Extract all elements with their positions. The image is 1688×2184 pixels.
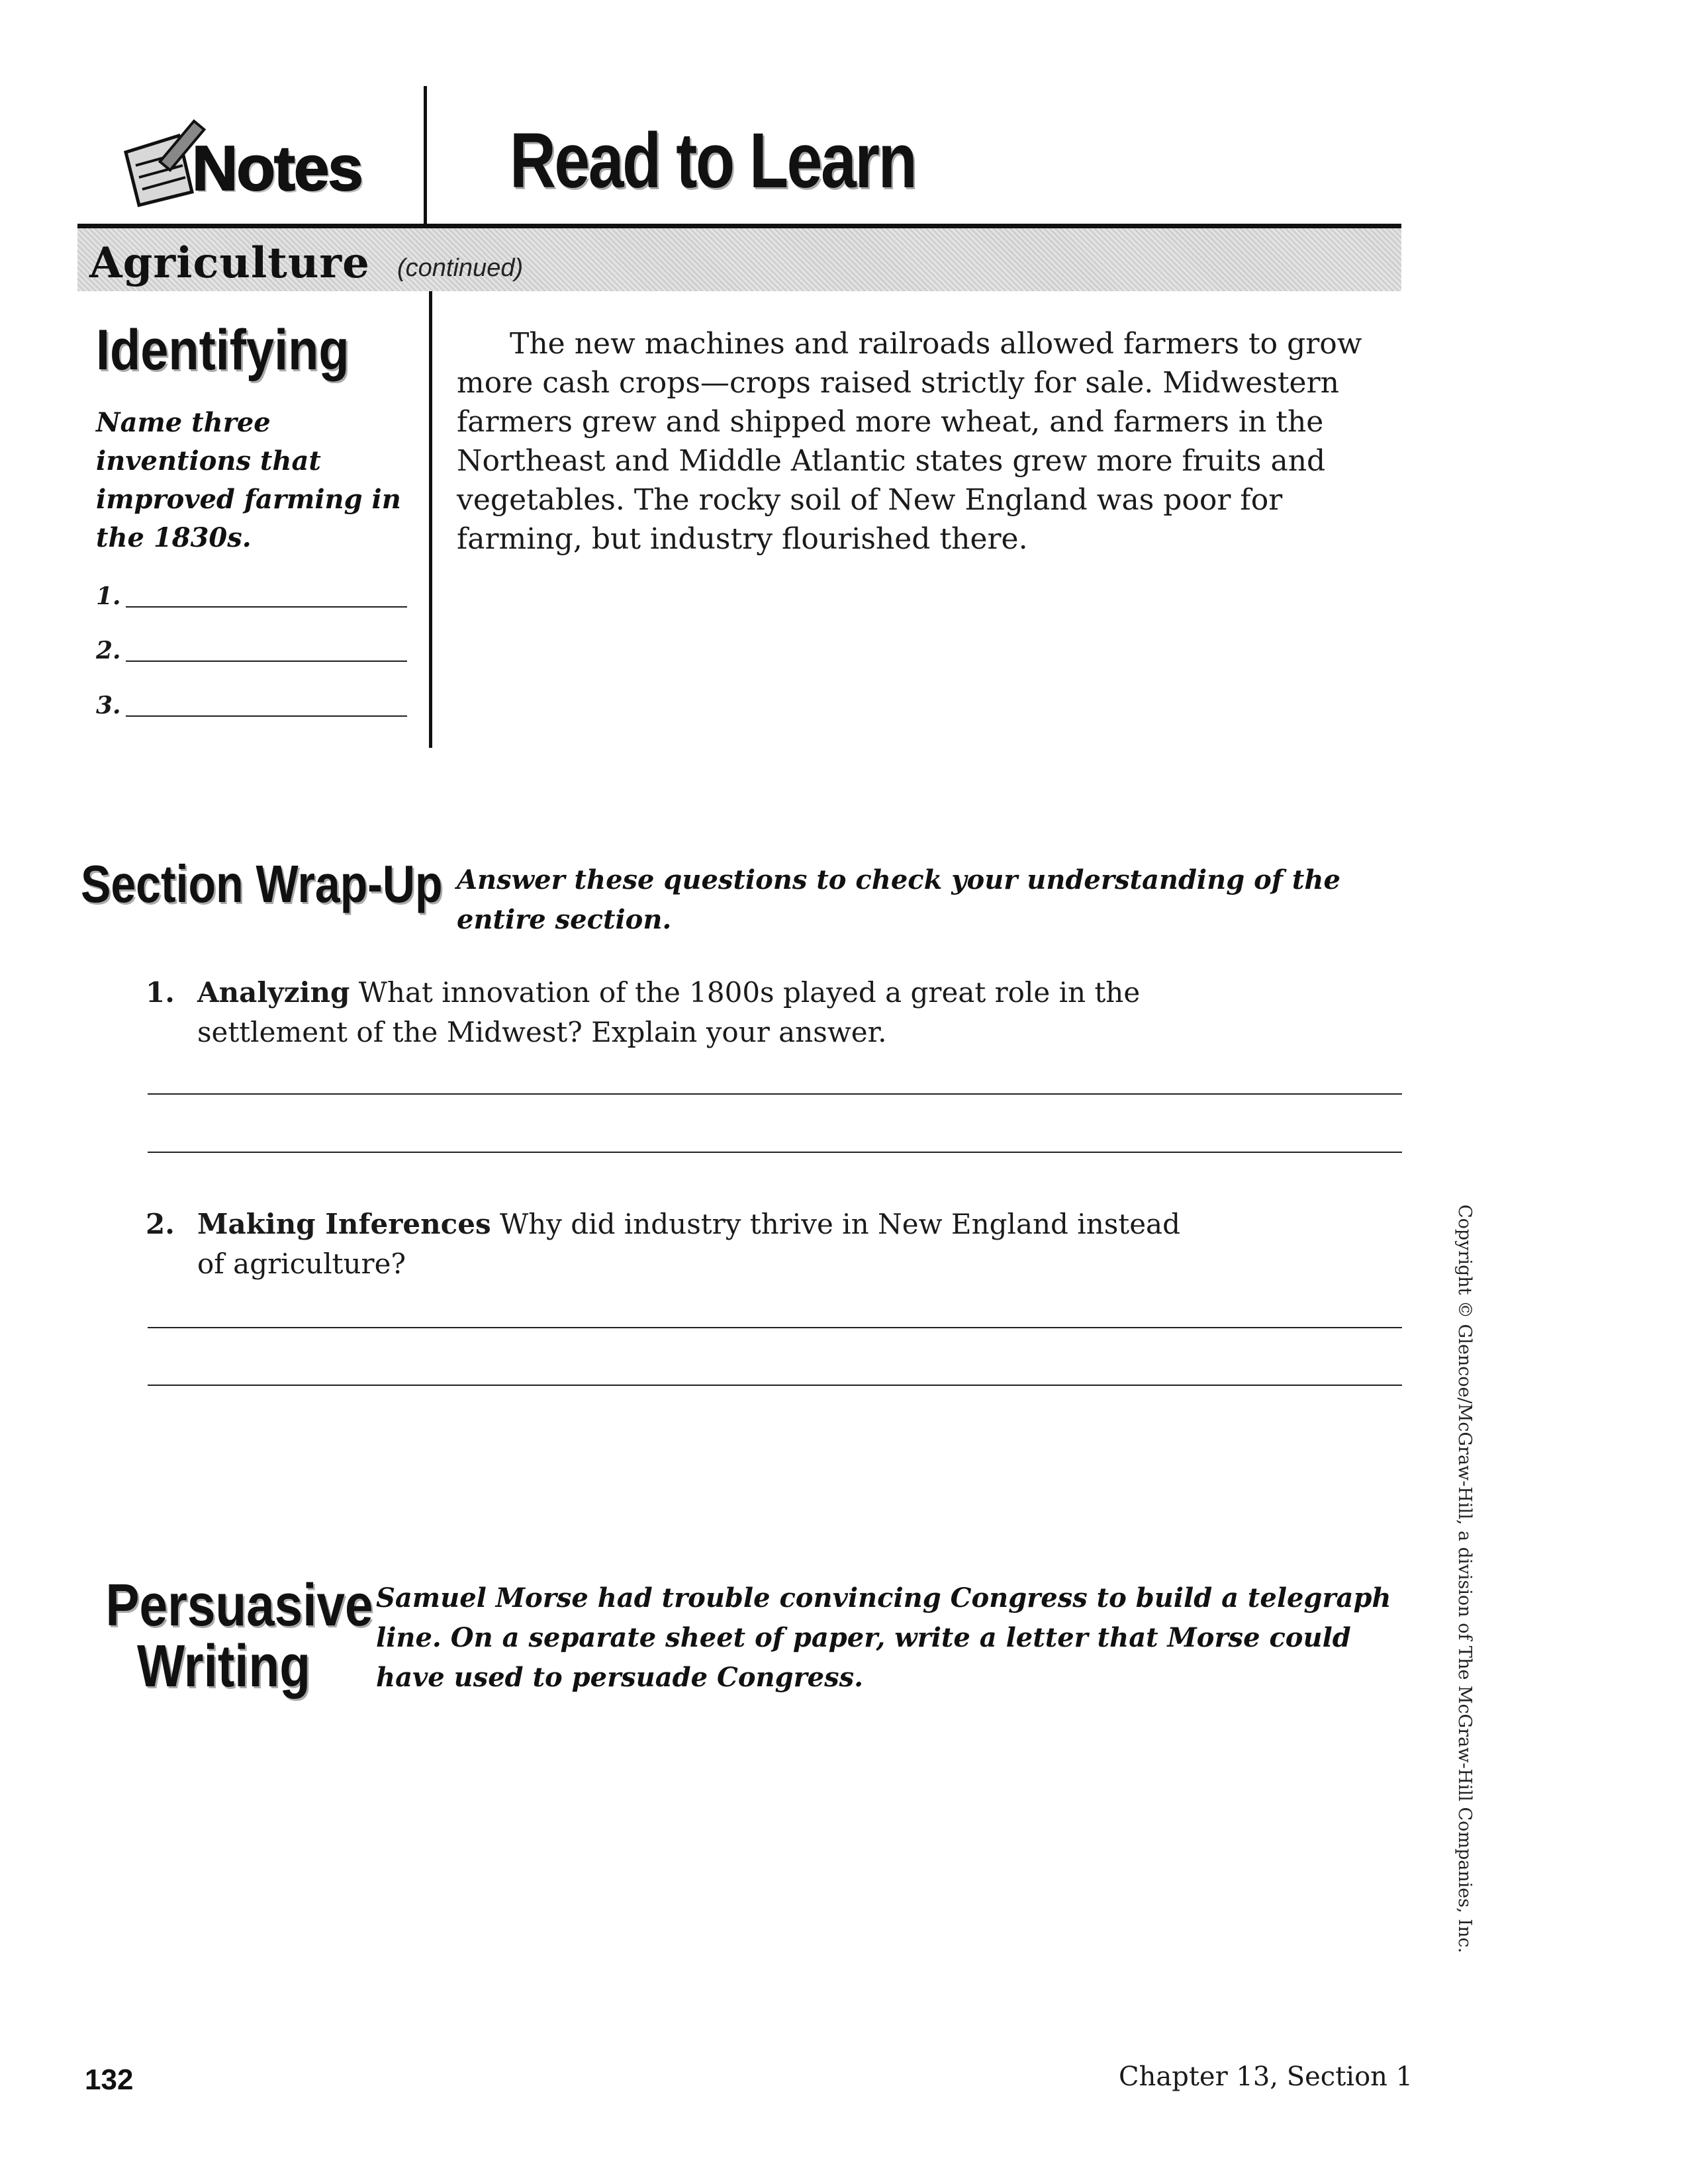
page-number: 132 <box>85 2064 134 2096</box>
answer-line[interactable] <box>148 1152 1402 1153</box>
question-number: 2. <box>146 1208 175 1240</box>
identifying-heading: Identifying <box>96 318 350 382</box>
answer-blank-3[interactable] <box>96 692 407 718</box>
read-to-learn-title: Read to Learn <box>510 117 916 205</box>
question-text: Why did industry thrive in New England instead of agriculture? <box>197 1208 1180 1280</box>
chapter-reference: Chapter 13, Section 1 <box>1119 2062 1413 2092</box>
answer-number: 2. <box>96 637 121 664</box>
identifying-prompt: Name three inventions that improved farming in the 1830s. <box>96 407 401 553</box>
answer-blank-2[interactable] <box>96 637 407 663</box>
header-rule <box>77 224 1401 228</box>
question-number: 1. <box>146 976 175 1009</box>
question-text: What innovation of the 1800s played a great role in the settlement of the Midwest? Explain your answer. <box>197 976 1141 1048</box>
question-skill-label: Making Inferences <box>197 1208 491 1240</box>
notes-label: Notes <box>192 133 362 204</box>
section-title: Agriculture <box>89 238 370 288</box>
reading-paragraph: The new machines and railroads allowed farmers to grow more cash crops—crops raised strictly for sale. Midwestern farmers grew and shipped more wheat, and farmers in the Northeast and Middle Atlantic states grew more fruits and vegetables. The rocky soil of New England was poor for farming, but industry flourished there. <box>457 327 1362 556</box>
answer-line[interactable] <box>148 1093 1402 1095</box>
answer-line[interactable] <box>148 1327 1402 1328</box>
persuasive-title-line-1: Persuasive <box>105 1572 373 1639</box>
answer-number: 3. <box>96 692 121 719</box>
persuasive-writing-prompt: Samuel Morse had trouble convincing Congress to build a telegraph line. On a separate sheet of paper, write a letter that Morse could have used to persuade Congress. <box>376 1582 1391 1693</box>
answer-blank-1[interactable] <box>96 582 407 609</box>
column-divider <box>429 291 432 748</box>
persuasive-title-line-2: Writing <box>136 1633 311 1700</box>
header-divider <box>424 86 427 228</box>
wrap-up-instructions: Answer these questions to check your understanding of the entire section. <box>457 864 1340 935</box>
notes-logo <box>113 99 377 212</box>
section-wrap-up-heading: Section Wrap-Up <box>81 854 443 913</box>
section-continued-label: (continued) <box>397 254 524 282</box>
answer-line[interactable] <box>148 1385 1402 1386</box>
persuasive-writing-heading <box>85 1572 373 1700</box>
answer-number: 1. <box>96 582 121 610</box>
question-skill-label: Analyzing <box>197 976 350 1009</box>
question-1 <box>146 973 1205 1052</box>
copyright-notice: Copyright © Glencoe/McGraw-Hill, a division of The McGraw-Hill Companies, Inc. <box>1454 1205 1475 1954</box>
question-2 <box>146 1205 1205 1284</box>
